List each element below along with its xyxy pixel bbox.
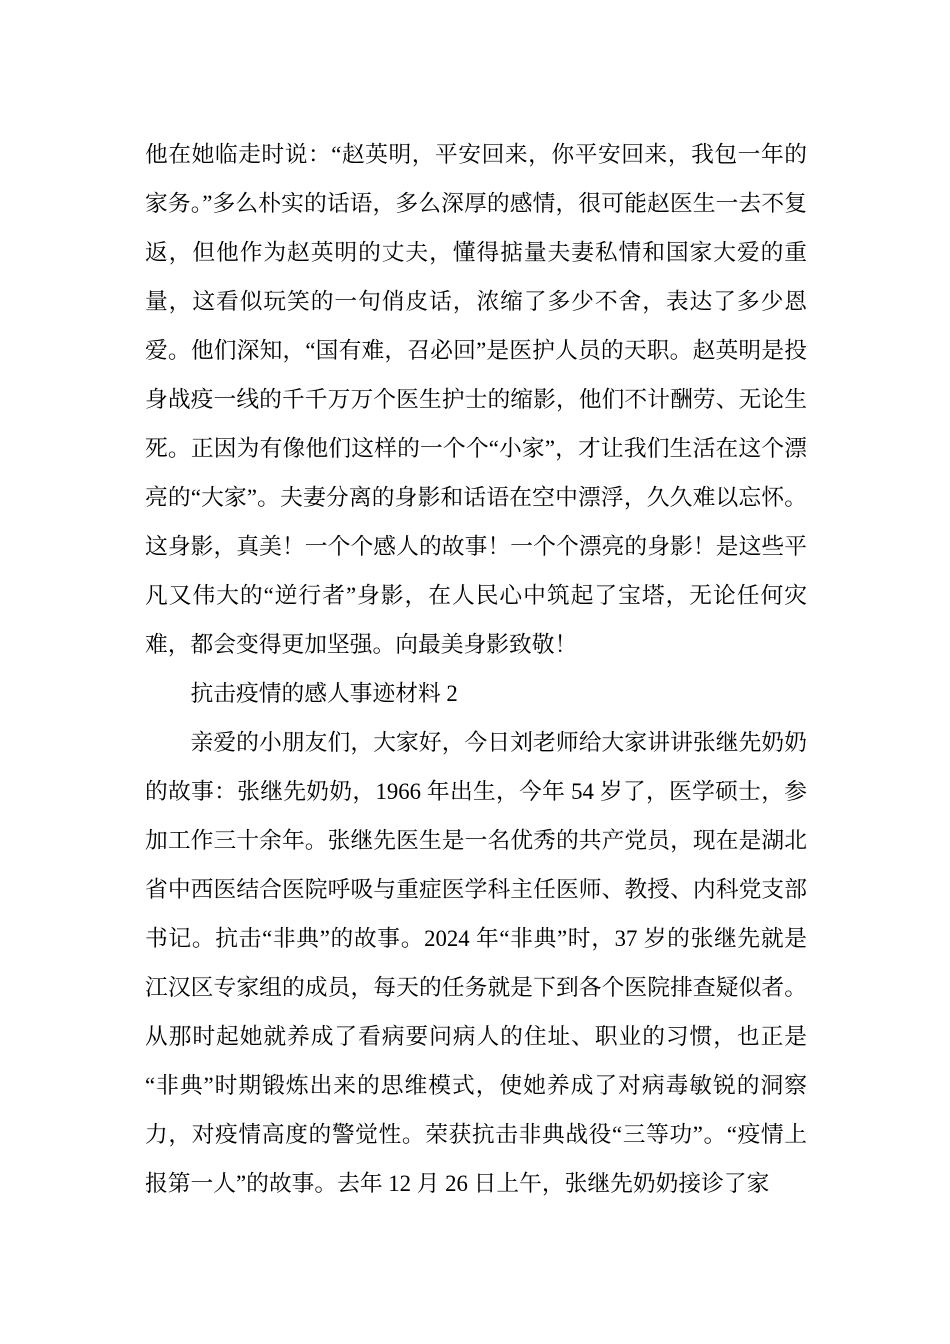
paragraph-body: 亲爱的小朋友们，大家好，今日刘老师给大家讲讲张继先奶奶的故事：张继先奶奶，1966 年出生，今年 54 岁了，医学硕士，参加工作三十余年。张继先医生是一名优秀的共产党员，现在是湖北省中西医结合医院呼吸与重症医学科主任医师、教授、内科党支部书记。抗击“非典”的故事。2024 年“非典”时，37 岁的张继先就是江汉区专家组的成员，每天的任务就是下到各个医院排查疑似者。从那时起她就养成了看病要问病人的住址、职业的习惯，也正是“非典”时期锻炼出来的思维模式，使她养成了对病毒敏锐的洞察力，对疫情高度的警觉性。荣获抗击非典战役“三等功”。“疫情上报第一人”的故事。去年 12 月 26 日上午，张继先奶奶接诊了家 <box>145 730 807 1196</box>
section-heading: 抗击疫情的感人事迹材料 2 <box>190 681 458 706</box>
paragraph-continuation: 他在她临走时说：“赵英明，平安回来，你平安回来，我包一年的家务。”多么朴实的话语，多么深厚的感情，很可能赵医生一去不复返，但他作为赵英明的丈夫，懂得掂量夫妻私情和国家大爱的重量，这看似玩笑的一句俏皮话，浓缩了多少不舍，表达了多少恩爱。他们深知，“国有难，召必回”是医护人员的天职。赵英明是投身战疫一线的千千万万个医生护士的缩影，他们不计酬劳、无论生死。正因为有像他们这样的一个个“小家”，才让我们生活在这个漂亮的“大家”。夫妻分离的身影和话语在空中漂浮，久久难以忘怀。这身影，真美！一个个感人的故事！一个个漂亮的身影！是这些平凡又伟大的“逆行者”身影，在人民心中筑起了宝塔，无论任何灾难，都会变得更加坚强。向最美身影致敬！ <box>145 142 807 657</box>
text-column <box>145 130 807 1208</box>
